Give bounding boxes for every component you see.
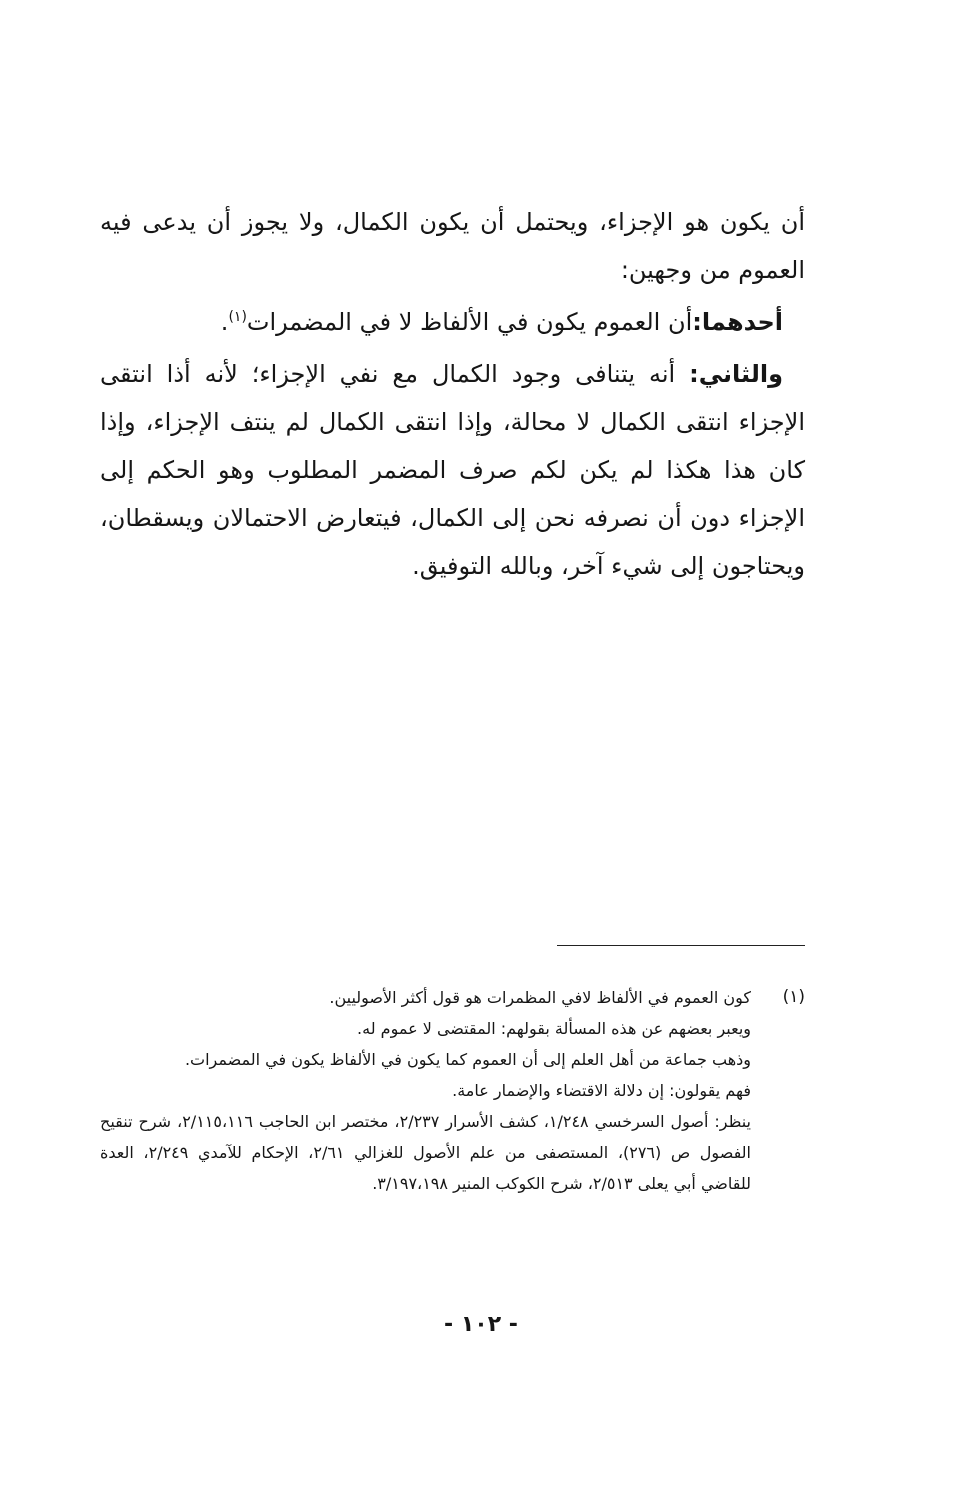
main-text-block <box>100 198 805 590</box>
paragraph-first-reason <box>100 298 805 346</box>
footnote-references: ينظر: أصول السرخسي ١/٢٤٨، كشف الأسرار ٢/٢٣٧، مختصر ابن الحاجب ٢/١١٥،١١٦، شرح تنقيح الفصول ص (٢٧٦)، المستصفى من علم الأصول للغزالي ٢/٦١، الإحكام للآمدي ٢/٢٤٩، العدة للقاضي أبي يعلى ٢/٥١٣، شرح الكوكب المنير ٣/١٩٧،١٩٨. <box>100 1112 751 1193</box>
page-number: - ١٠٢ - <box>444 1312 518 1337</box>
footnote-separator <box>557 945 805 946</box>
second-reason-text: أنه يتنافى وجود الكمال مع نفي الإجزاء؛ لأنه أذا انتقى الإجزاء انتقى الكمال لا محالة، وإذا انتقى الكمال لم ينتف الإجزاء، وإذا كان هذا هكذا لم يكن لكم صرف المضمر المطلوب وهو الحكم إلى الإجزاء دون أن نصرفه نحن إلى الكمال، فيتعارض الاحتمالان ويسقطان، ويحتاجون إلى شيء آخر، وبالله التوفيق. <box>100 360 805 580</box>
footnotes-section <box>100 982 805 1199</box>
first-reason-text: أن العموم يكون في الألفاظ لا في المضمرات <box>246 308 693 336</box>
first-reason-end: . <box>220 308 229 336</box>
footnote-line: وذهب جماعة من أهل العلم إلى أن العموم كما يكون في الألفاظ يكون في المضمرات. <box>184 1050 751 1069</box>
lead-word-second: والثاني: <box>689 360 783 388</box>
footnote-body <box>100 982 751 1199</box>
footnote-item <box>100 982 805 1199</box>
footnote-reference[interactable]: (١) <box>228 309 247 325</box>
footnote-line: ويعبر بعضهم عن هذه المسألة بقولهم: المقتضى لا عموم له. <box>357 1019 751 1038</box>
footnote-line: فهم يقولون: إن دلالة الاقتضاء والإضمار عامة. <box>452 1081 751 1100</box>
paragraph-continuation: أن يكون هو الإجزاء، ويحتمل أن يكون الكمال، ولا يجوز أن يدعى فيه العموم من وجهين: <box>100 208 805 284</box>
footnote-number: (١) <box>782 987 805 1007</box>
lead-word-first: أحدهما: <box>692 308 783 336</box>
paragraph-second-reason <box>100 350 805 590</box>
footnote-line: كون العموم في الألفاظ لافي المظمرات هو قول أكثر الأصوليين. <box>329 988 751 1007</box>
